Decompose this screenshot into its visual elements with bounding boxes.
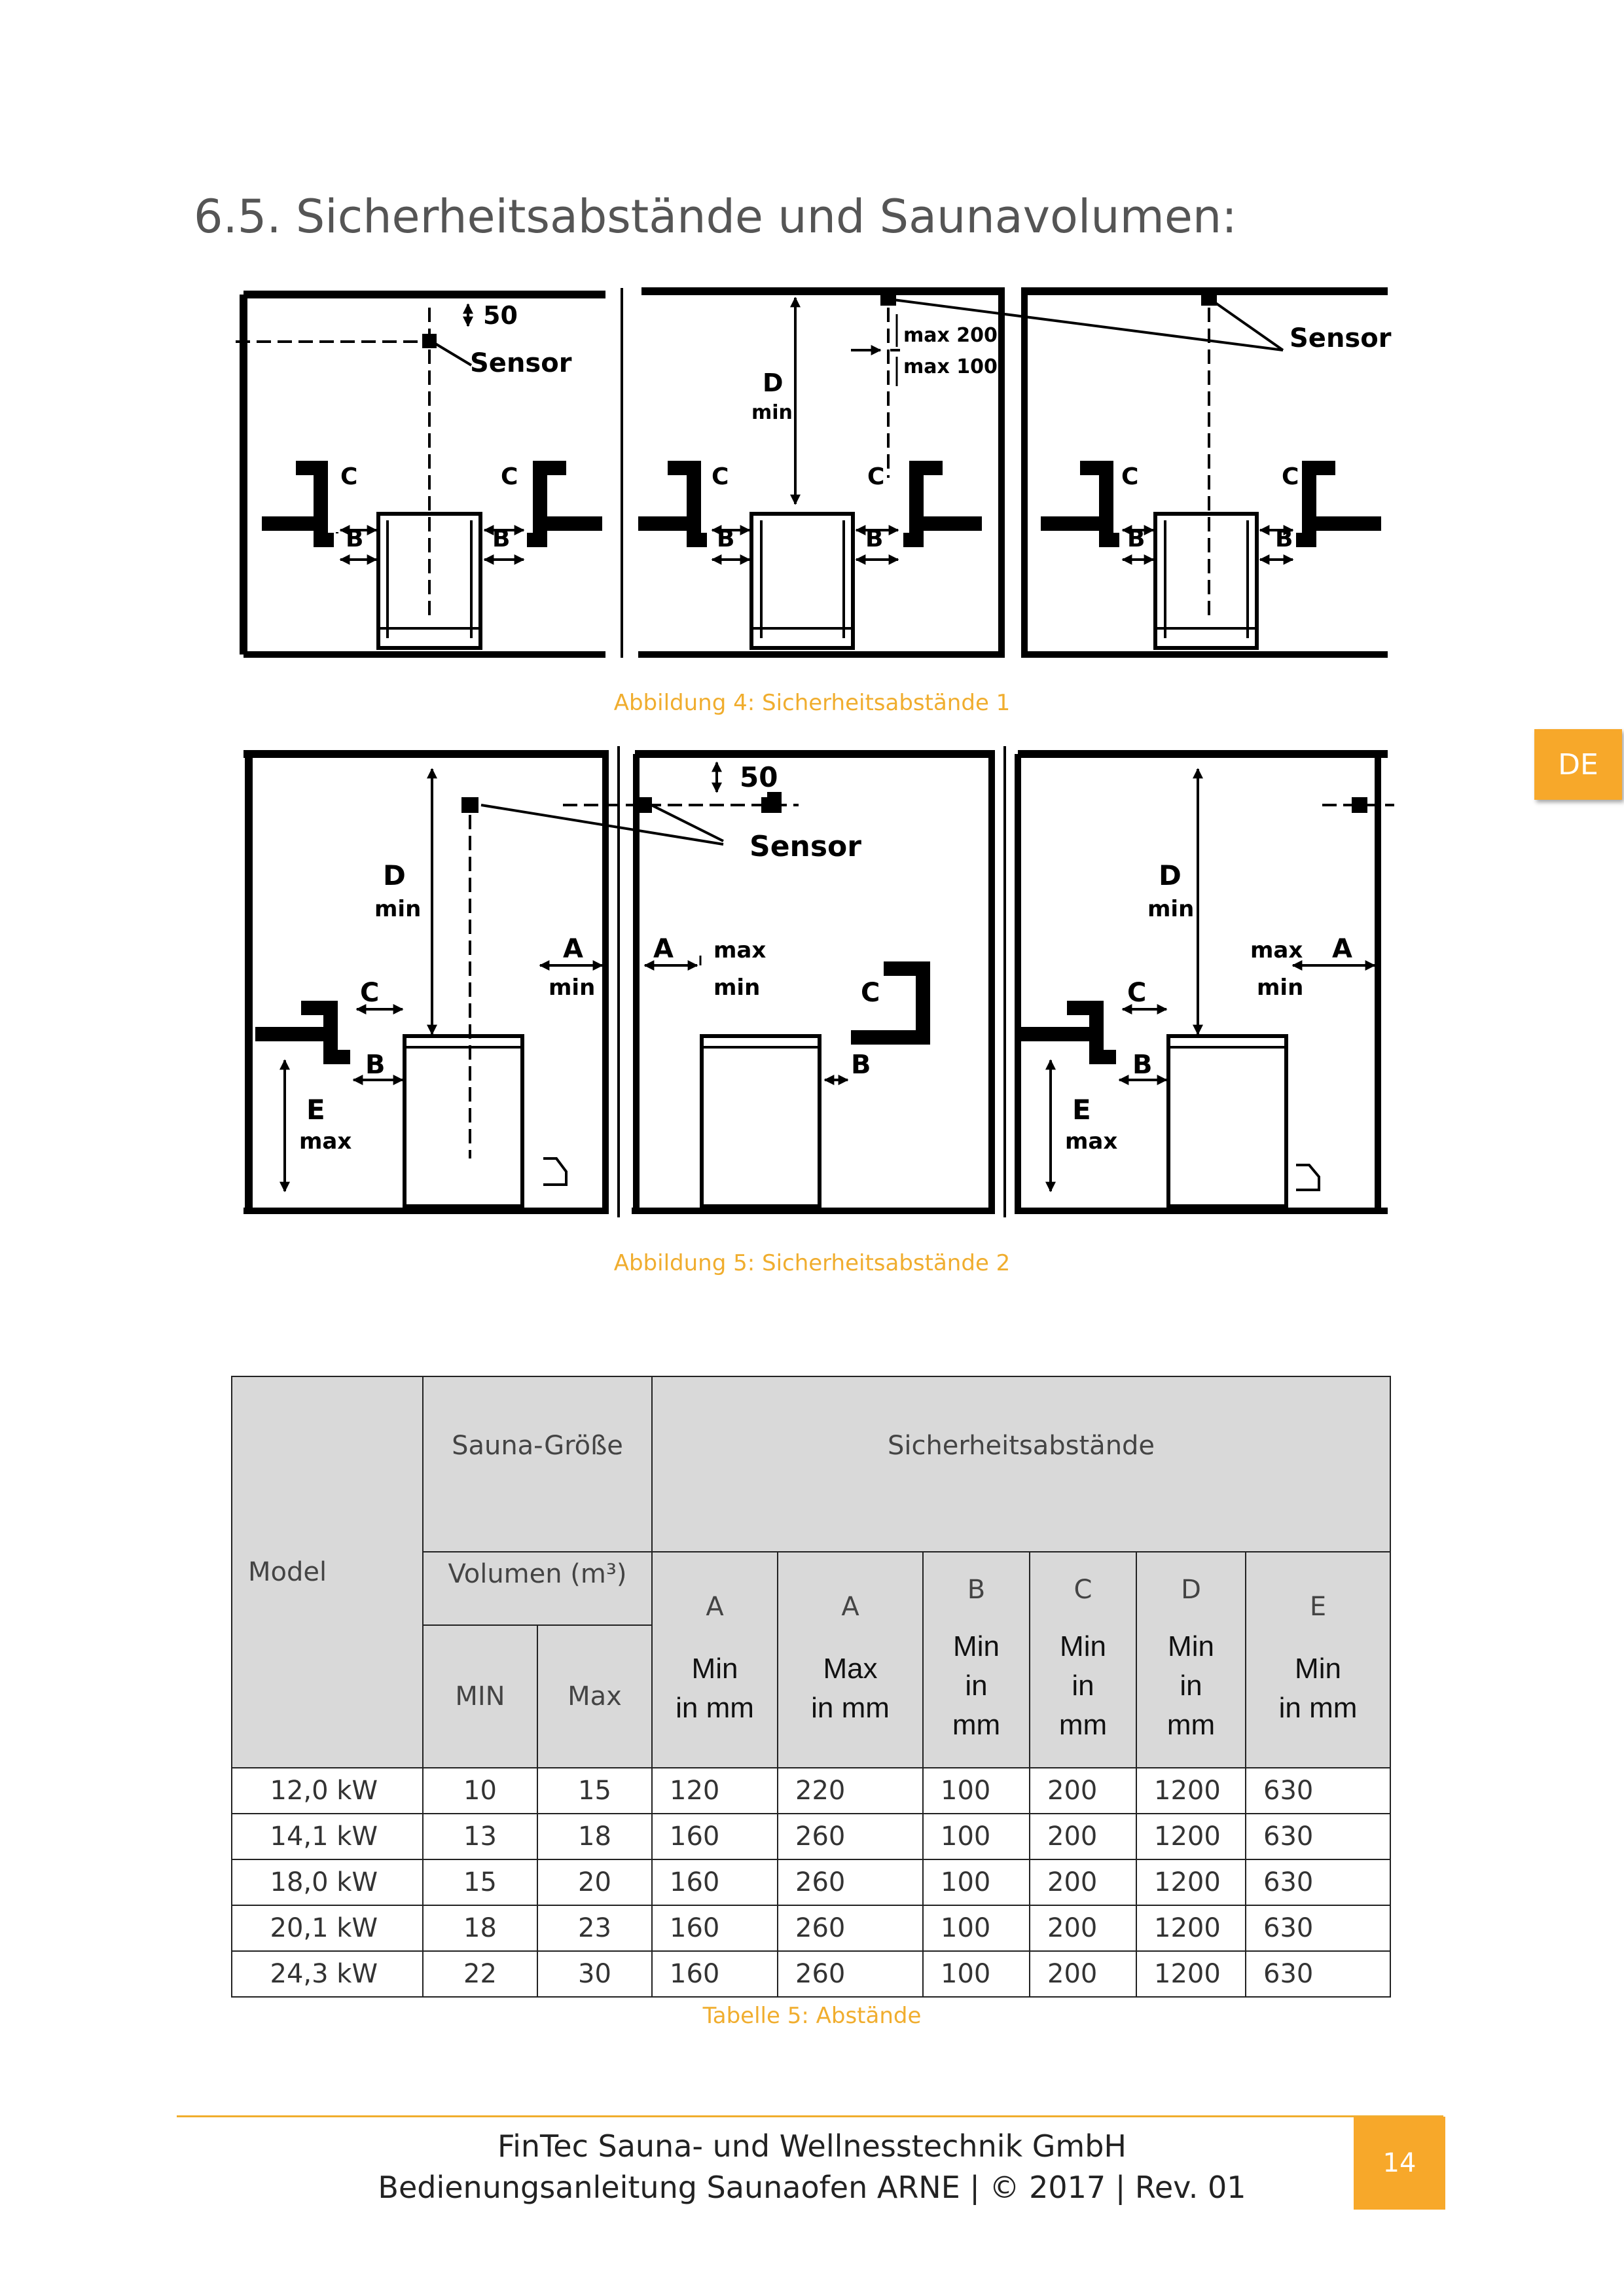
cell-vmax: 20 [537,1859,652,1905]
col-unit: Min [691,1653,738,1685]
cell-vmax: 15 [537,1768,652,1814]
col-letter: A [706,1592,724,1622]
cell-a-max: 260 [778,1814,923,1859]
cell-e: 630 [1246,1859,1390,1905]
cell-c: 200 [1030,1768,1136,1814]
label-sensor: Sensor [470,348,572,378]
cell-d: 1200 [1136,1814,1246,1859]
cell-e: 630 [1246,1814,1390,1859]
col-unit: in mm [1278,1692,1358,1724]
language-tab[interactable]: DE [1534,729,1622,800]
header-volume-min: MIN [423,1625,537,1768]
cell-vmax: 23 [537,1905,652,1951]
label-b: B [1275,526,1293,552]
label-max: max [1250,937,1303,963]
col-unit: in mm [811,1692,890,1724]
cell-model: 20,1 kW [232,1905,423,1951]
cell-e: 630 [1246,1951,1390,1997]
label-max200: max 200 [903,324,998,347]
cell-d: 1200 [1136,1859,1246,1905]
header-safety-distances: Sicherheitsabstände [652,1376,1390,1552]
cell-d: 1200 [1136,1905,1246,1951]
header-sauna-size: Sauna-Größe [423,1376,652,1552]
footer-company: FinTec Sauna- und Wellnesstechnik GmbH [497,2128,1127,2164]
figure-2-caption: Abbildung 5: Sicherheitsabstände 2 [613,1250,1011,1276]
header-c [1030,1552,1136,1768]
cell-e: 630 [1246,1905,1390,1951]
label-c: C [340,463,358,490]
cell-vmax: 30 [537,1951,652,1997]
label-b: B [851,1050,871,1080]
col-unit: mm [1166,1709,1216,1741]
label-sensor: Sensor [749,830,861,863]
col-letter: B [967,1575,986,1605]
cell-a-max: 260 [778,1859,923,1905]
col-unit: Min [953,1630,1000,1662]
label-min: min [1147,896,1195,922]
header-a-max [778,1552,923,1768]
label-c: C [360,978,380,1008]
col-letter: D [1181,1575,1201,1605]
cell-c: 200 [1030,1905,1136,1951]
cell-a-min: 160 [652,1905,778,1951]
label-c: C [1282,463,1299,490]
col-unit: Max [823,1653,878,1685]
cell-vmin: 10 [423,1768,537,1814]
cell-vmin: 13 [423,1814,537,1859]
header-model: Model [232,1376,423,1768]
cell-b: 100 [923,1814,1030,1859]
col-unit: in [1180,1670,1202,1702]
table-row [232,1951,1390,1997]
cell-vmin: 22 [423,1951,537,1997]
cell-b: 100 [923,1951,1030,1997]
header-a-min [652,1552,778,1768]
cell-a-max: 260 [778,1951,923,1997]
label-d: D [763,368,784,397]
header-e [1246,1552,1390,1768]
panel-5 [563,754,995,1211]
col-unit: in [1072,1670,1094,1702]
footer-divider [177,2115,1443,2117]
label-50: 50 [483,301,518,330]
label-b: B [865,526,884,552]
cell-a-min: 160 [652,1814,778,1859]
cell-a-min: 160 [652,1951,778,1997]
label-c: C [861,978,880,1008]
label-max: max [713,937,767,963]
label-c: C [501,463,518,490]
label-max: max [299,1128,352,1155]
section-heading: 6.5. Sicherheitsabstände und Saunavolumen: [194,190,1237,243]
label-c: C [1121,463,1139,490]
footer-document: Bedienungsanleitung Saunaofen ARNE | © 2017 | Rev. 01 [378,2170,1246,2205]
cell-a-max: 260 [778,1905,923,1951]
cell-e: 630 [1246,1768,1390,1814]
cell-a-min: 160 [652,1859,778,1905]
label-min: min [549,975,596,1001]
table-row [232,1768,1390,1814]
label-d: D [383,859,406,891]
cell-a-max: 220 [778,1768,923,1814]
cell-model: 14,1 kW [232,1814,423,1859]
col-letter: E [1309,1592,1327,1622]
label-a: A [1332,934,1352,964]
label-max100: max 100 [903,355,998,378]
label-a: A [653,934,674,964]
figure-1-caption: Abbildung 4: Sicherheitsabstände 1 [613,690,1011,716]
cell-b: 100 [923,1859,1030,1905]
label-c: C [867,463,885,490]
label-b: B [365,1050,386,1080]
cell-c: 200 [1030,1951,1136,1997]
col-unit: Min [1295,1653,1341,1685]
label-e: E [306,1094,325,1126]
cell-b: 100 [923,1905,1030,1951]
label-min: min [751,401,793,424]
cell-model: 12,0 kW [232,1768,423,1814]
cell-model: 18,0 kW [232,1859,423,1905]
distances-table [231,1376,1391,1998]
figure-safety-distances-1 [236,281,1394,661]
col-unit: Min [1060,1630,1106,1662]
label-min: min [1257,975,1304,1001]
cell-d: 1200 [1136,1768,1246,1814]
label-e: E [1072,1094,1091,1126]
label-d: D [1159,859,1182,891]
cell-a-min: 120 [652,1768,778,1814]
col-unit: mm [1058,1709,1108,1741]
header-volume-max: Max [537,1625,652,1768]
label-a: A [563,934,583,964]
label-b: B [1132,1050,1153,1080]
cell-b: 100 [923,1768,1030,1814]
label-min: min [713,975,761,1001]
label-c: C [1127,978,1147,1008]
label-50: 50 [740,761,778,793]
cell-vmin: 18 [423,1905,537,1951]
page-number: 14 [1354,2117,1445,2210]
header-b [923,1552,1030,1768]
cell-c: 200 [1030,1859,1136,1905]
col-unit: Min [1168,1630,1214,1662]
col-unit: in [965,1670,988,1702]
header-volume: Volumen (m³) [423,1552,652,1625]
header-d [1136,1552,1246,1768]
col-unit: mm [952,1709,1001,1741]
col-letter: A [841,1592,859,1622]
cell-c: 200 [1030,1814,1136,1859]
label-b: B [492,526,511,552]
cell-vmax: 18 [537,1814,652,1859]
col-letter: C [1074,1575,1092,1605]
table-row [232,1814,1390,1859]
label-b: B [346,526,364,552]
label-b: B [1127,526,1146,552]
label-min: min [374,896,422,922]
table-row [232,1905,1390,1951]
label-sensor: Sensor [1290,323,1392,353]
cell-model: 24,3 kW [232,1951,423,1997]
table-caption: Tabelle 5: Abstände [702,2003,922,2029]
label-c: C [712,463,729,490]
col-unit: in mm [676,1692,754,1724]
figure-safety-distances-2 [236,740,1394,1217]
cell-d: 1200 [1136,1951,1246,1997]
label-max: max [1065,1128,1118,1155]
label-b: B [717,526,735,552]
table-row [232,1859,1390,1905]
cell-vmin: 15 [423,1859,537,1905]
